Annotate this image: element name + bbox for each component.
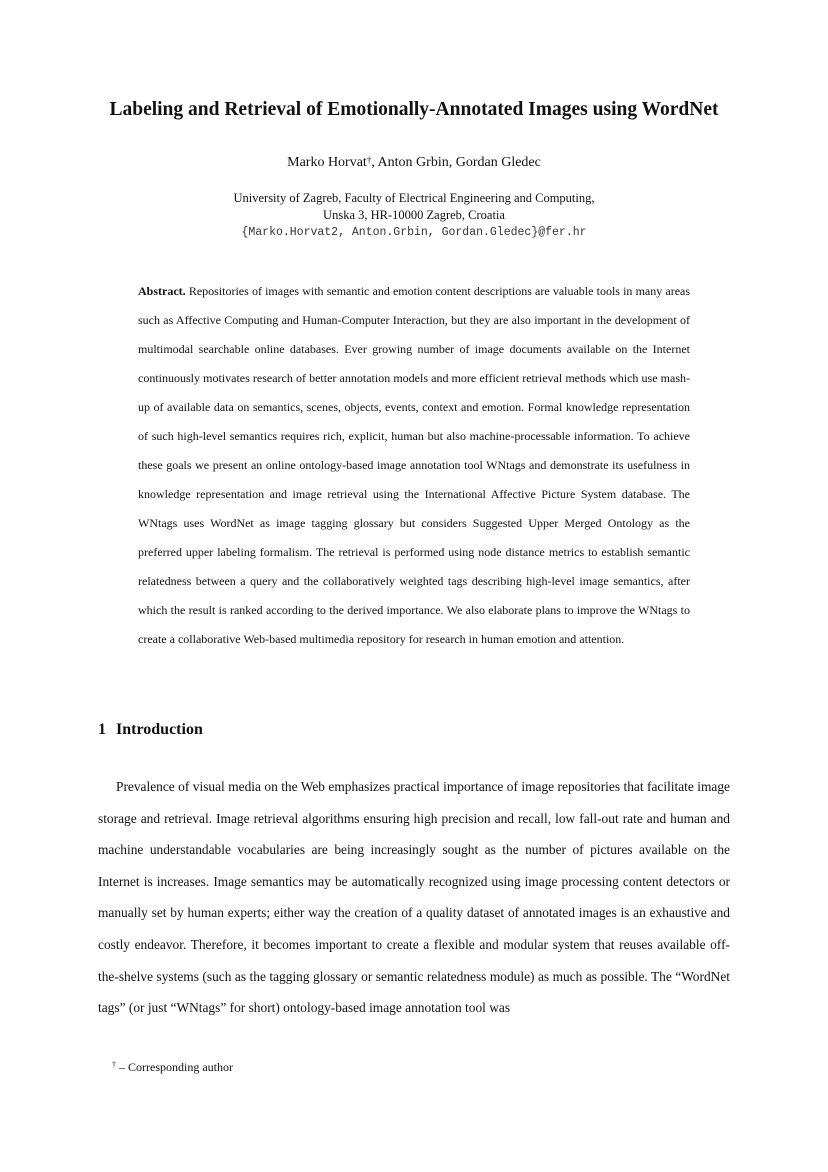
section-title: Introduction (116, 721, 203, 738)
section-heading-introduction (98, 719, 203, 741)
affiliation-line-1: University of Zagreb, Faculty of Electrical Engineering and Computing, (233, 191, 595, 205)
paper-title: Labeling and Retrieval of Emotionally-Annotated Images using WordNet (109, 99, 719, 120)
abstract (138, 277, 690, 654)
author-line (0, 154, 828, 172)
abstract-label: Abstract. (138, 284, 186, 298)
affiliation-block (0, 190, 828, 241)
corresponding-author-mark: † (366, 155, 372, 165)
abstract-text: Repositories of images with semantic and emotion content descriptions are valuable tools in many areas such as Affective Computing and Human-Computer Interaction, but they are also important in the development of multimodal searchable online databases. Ever growing number of image documents available on the Internet continuously motivates research of better annotation models and more efficient retrieval methods which use mash-up of available data on semantics, scenes, objects, events, context and emotion. Formal knowledge representation of such high-level semantics requires rich, explicit, human but also machine-processable information. To achieve these goals we present an online ontology-based image annotation tool WNtags and demonstrate its usefulness in knowledge representation and image retrieval using the International Affective Picture System database. The WNtags uses WordNet as image tagging glossary but considers Suggested Upper Merged Ontology as the preferred upper labeling formalism. The retrieval is performed using node distance metrics to establish semantic relatedness between a query and the collaboratively weighted tags describing high-level image semantics, after which the result is ranked according to the derived importance. We also elaborate plans to improve the WNtags to create a collaborative Web-based multimedia repository for research in human emotion and attention. (138, 284, 691, 646)
intro-paragraph: Prevalence of visual media on the Web emphasizes practical importance of image repositories that facilitate image storage and retrieval. Image retrieval algorithms ensuring high precision and recall, low fall-out rate and human and machine understandable vocabularies are being increasingly sought as the number of pictures available on the Internet is increases. Image semantics may be automatically recognized using image processing content detectors or manually set by human experts; either way the creation of a quality dataset of annotated images is an exhaustive and costly endeavor. Therefore, it becomes important to create a flexible and modular system that reuses available off-the-shelve systems (such as the tagging glossary or semantic relatedness module) as much as possible. The “WordNet tags” (or just “WNtags” for short) ontology-based image annotation tool was (98, 779, 730, 1016)
footnote-text: – Corresponding author (116, 1060, 233, 1074)
footnote-mark: † (112, 1060, 116, 1069)
other-authors: , Anton Grbin, Gordan Gledec (371, 155, 541, 170)
first-author: Marko Horvat (287, 155, 367, 170)
section-number: 1 (98, 721, 106, 738)
footnote (112, 1058, 233, 1076)
author-emails: {Marko.Horvat2, Anton.Grbin, Gordan.Gledec}@fer.hr (241, 226, 587, 239)
affiliation-line-2: Unska 3, HR-10000 Zagreb, Croatia (323, 208, 505, 222)
